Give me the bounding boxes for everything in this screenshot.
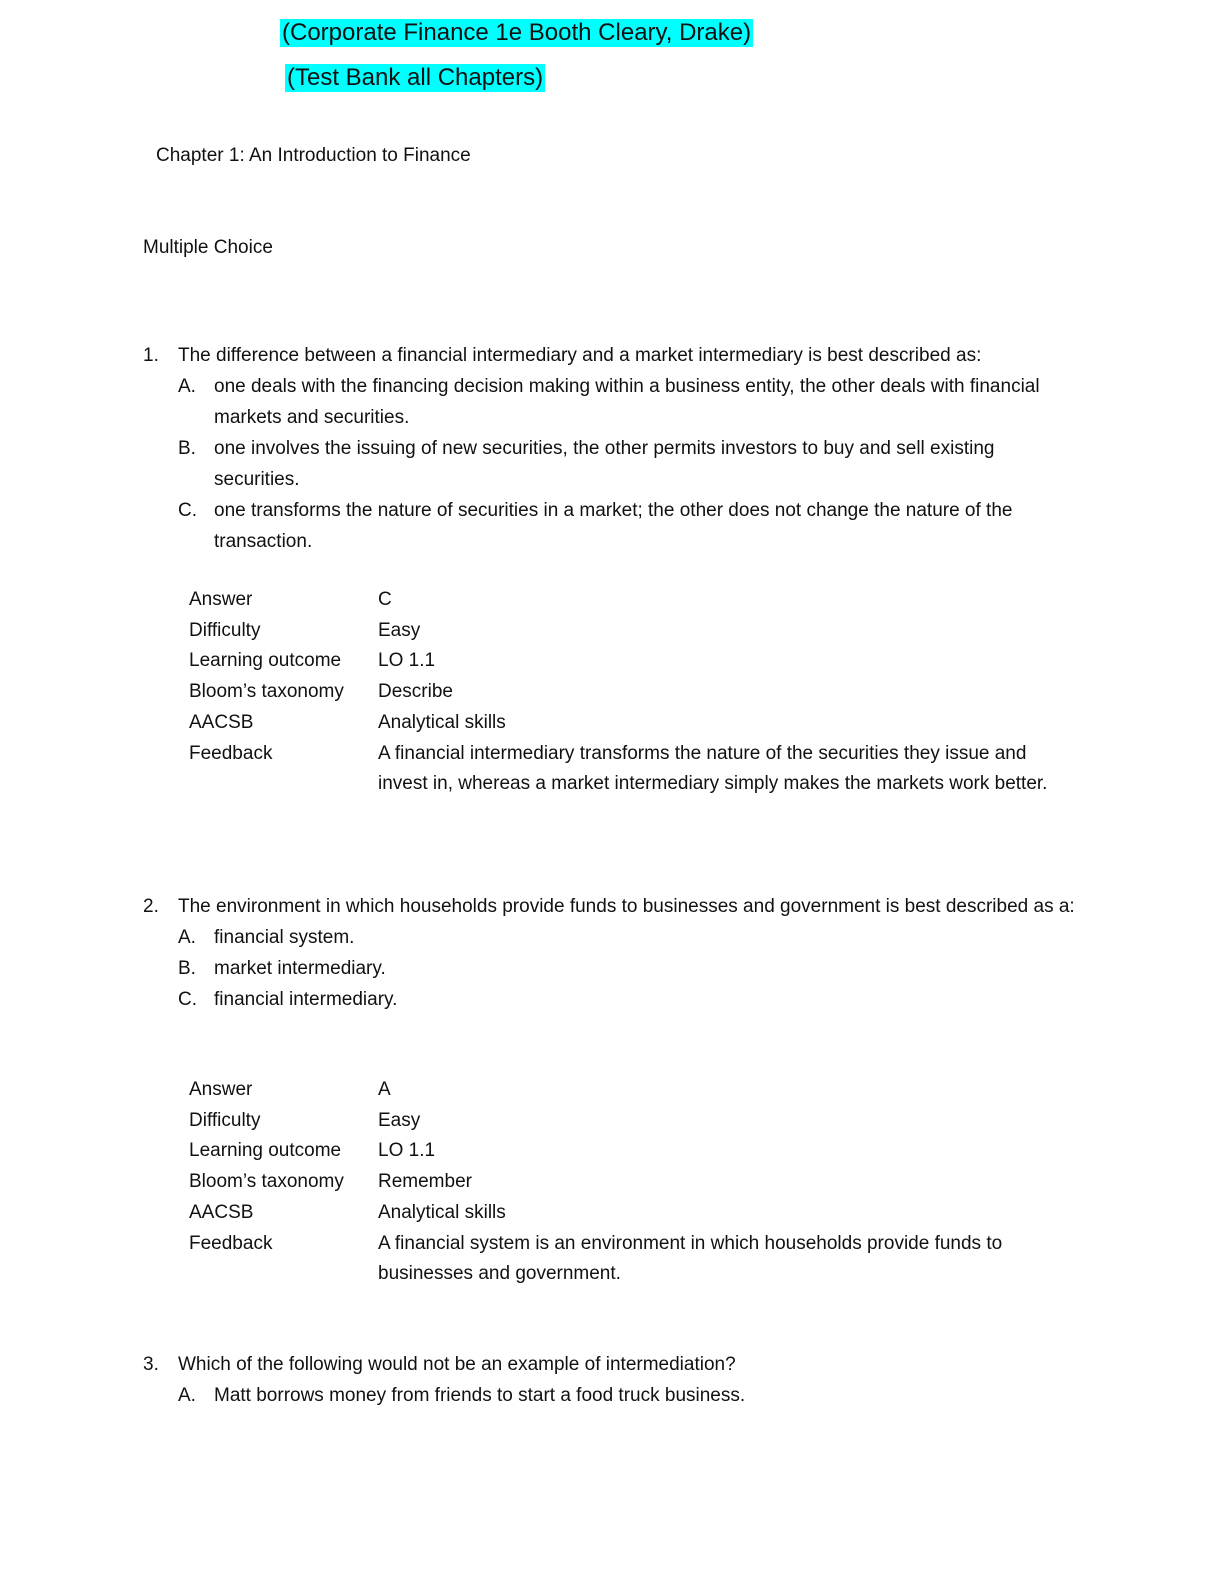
meta-key: Difficulty bbox=[189, 619, 261, 641]
question-2-metadata bbox=[189, 1075, 1073, 1290]
question-3 bbox=[143, 1349, 1084, 1411]
option-letter: C. bbox=[178, 500, 197, 521]
meta-key: Learning outcome bbox=[189, 650, 342, 672]
option-a bbox=[143, 1380, 1084, 1411]
meta-key: Feedback bbox=[189, 742, 273, 764]
option-a bbox=[143, 371, 1084, 433]
option-b bbox=[143, 433, 1084, 495]
meta-row-blooms-taxonomy bbox=[189, 677, 1073, 708]
meta-key: Bloom’s taxonomy bbox=[189, 681, 344, 703]
option-letter: C. bbox=[178, 989, 197, 1010]
meta-row-difficulty bbox=[189, 1106, 1073, 1137]
question-number: 1. bbox=[143, 345, 159, 366]
meta-row-answer bbox=[189, 1075, 1073, 1106]
question-2 bbox=[143, 891, 1084, 1015]
meta-value: Analytical skills bbox=[378, 1201, 506, 1223]
option-text: Matt borrows money from friends to start a food truck business. bbox=[214, 1385, 746, 1406]
question-number: 2. bbox=[143, 896, 159, 917]
meta-value: Analytical skills bbox=[378, 711, 506, 733]
meta-value: Easy bbox=[378, 619, 421, 641]
meta-key: AACSB bbox=[189, 1201, 254, 1223]
meta-key: Feedback bbox=[189, 1232, 273, 1254]
meta-key: Answer bbox=[189, 589, 253, 610]
meta-row-feedback bbox=[189, 739, 1073, 800]
question-text: Which of the following would not be an example of intermediation? bbox=[178, 1354, 736, 1375]
meta-row-answer bbox=[189, 585, 1073, 616]
question-text: The environment in which households provide funds to businesses and government is best described as a: bbox=[178, 896, 1075, 917]
meta-row-difficulty bbox=[189, 616, 1073, 647]
header-title-highlight: (Corporate Finance 1e Booth Cleary, Drake) bbox=[282, 19, 752, 46]
header-subtitle-highlight: (Test Bank all Chapters) bbox=[287, 64, 544, 91]
meta-key: AACSB bbox=[189, 711, 254, 733]
option-a bbox=[143, 922, 1084, 953]
option-letter: A. bbox=[178, 1385, 196, 1406]
option-c bbox=[143, 495, 1084, 557]
meta-value: A bbox=[378, 1079, 391, 1100]
meta-key: Bloom’s taxonomy bbox=[189, 1171, 344, 1193]
meta-row-aacsb bbox=[189, 1198, 1073, 1229]
meta-row-blooms-taxonomy bbox=[189, 1167, 1073, 1198]
option-text: one deals with the financing decision making within a business entity, the other deals with financial markets and securities. bbox=[214, 376, 1040, 428]
option-b bbox=[143, 953, 1084, 984]
question-1-metadata bbox=[189, 585, 1073, 800]
option-c bbox=[143, 984, 1084, 1015]
meta-row-learning-outcome bbox=[189, 1136, 1073, 1167]
meta-value: LO 1.1 bbox=[378, 650, 436, 672]
meta-value: A financial system is an environment in which households provide funds to businesses and government. bbox=[378, 1232, 1003, 1285]
meta-value: LO 1.1 bbox=[378, 1140, 436, 1162]
meta-value: C bbox=[378, 589, 392, 610]
option-text: one transforms the nature of securities in a market; the other does not change the nature of the transaction. bbox=[214, 500, 1013, 552]
question-1 bbox=[143, 340, 1084, 557]
meta-key: Difficulty bbox=[189, 1109, 261, 1131]
question-text: The difference between a financial intermediary and a market intermediary is best described as: bbox=[178, 345, 982, 366]
option-letter: B. bbox=[178, 958, 196, 979]
option-letter: A. bbox=[178, 376, 196, 397]
option-text: one involves the issuing of new securities, the other permits investors to buy and sell existing securities. bbox=[214, 438, 995, 490]
meta-value: Describe bbox=[378, 681, 453, 703]
chapter-title: Chapter 1: An Introduction to Finance bbox=[156, 145, 471, 166]
option-text: financial intermediary. bbox=[214, 989, 398, 1010]
meta-value: A financial intermediary transforms the nature of the securities they issue and invest in, whereas a market intermediary simply makes the markets work better. bbox=[378, 742, 1048, 795]
section-title: Multiple Choice bbox=[143, 237, 273, 258]
meta-row-learning-outcome bbox=[189, 646, 1073, 677]
meta-value: Easy bbox=[378, 1109, 421, 1131]
question-number: 3. bbox=[143, 1354, 159, 1375]
option-letter: B. bbox=[178, 438, 196, 459]
option-text: market intermediary. bbox=[214, 958, 386, 979]
meta-row-aacsb bbox=[189, 708, 1073, 739]
option-letter: A. bbox=[178, 927, 196, 948]
option-text: financial system. bbox=[214, 927, 355, 948]
meta-row-feedback bbox=[189, 1229, 1073, 1290]
meta-value: Remember bbox=[378, 1171, 472, 1193]
meta-key: Answer bbox=[189, 1079, 253, 1100]
meta-key: Learning outcome bbox=[189, 1140, 342, 1162]
